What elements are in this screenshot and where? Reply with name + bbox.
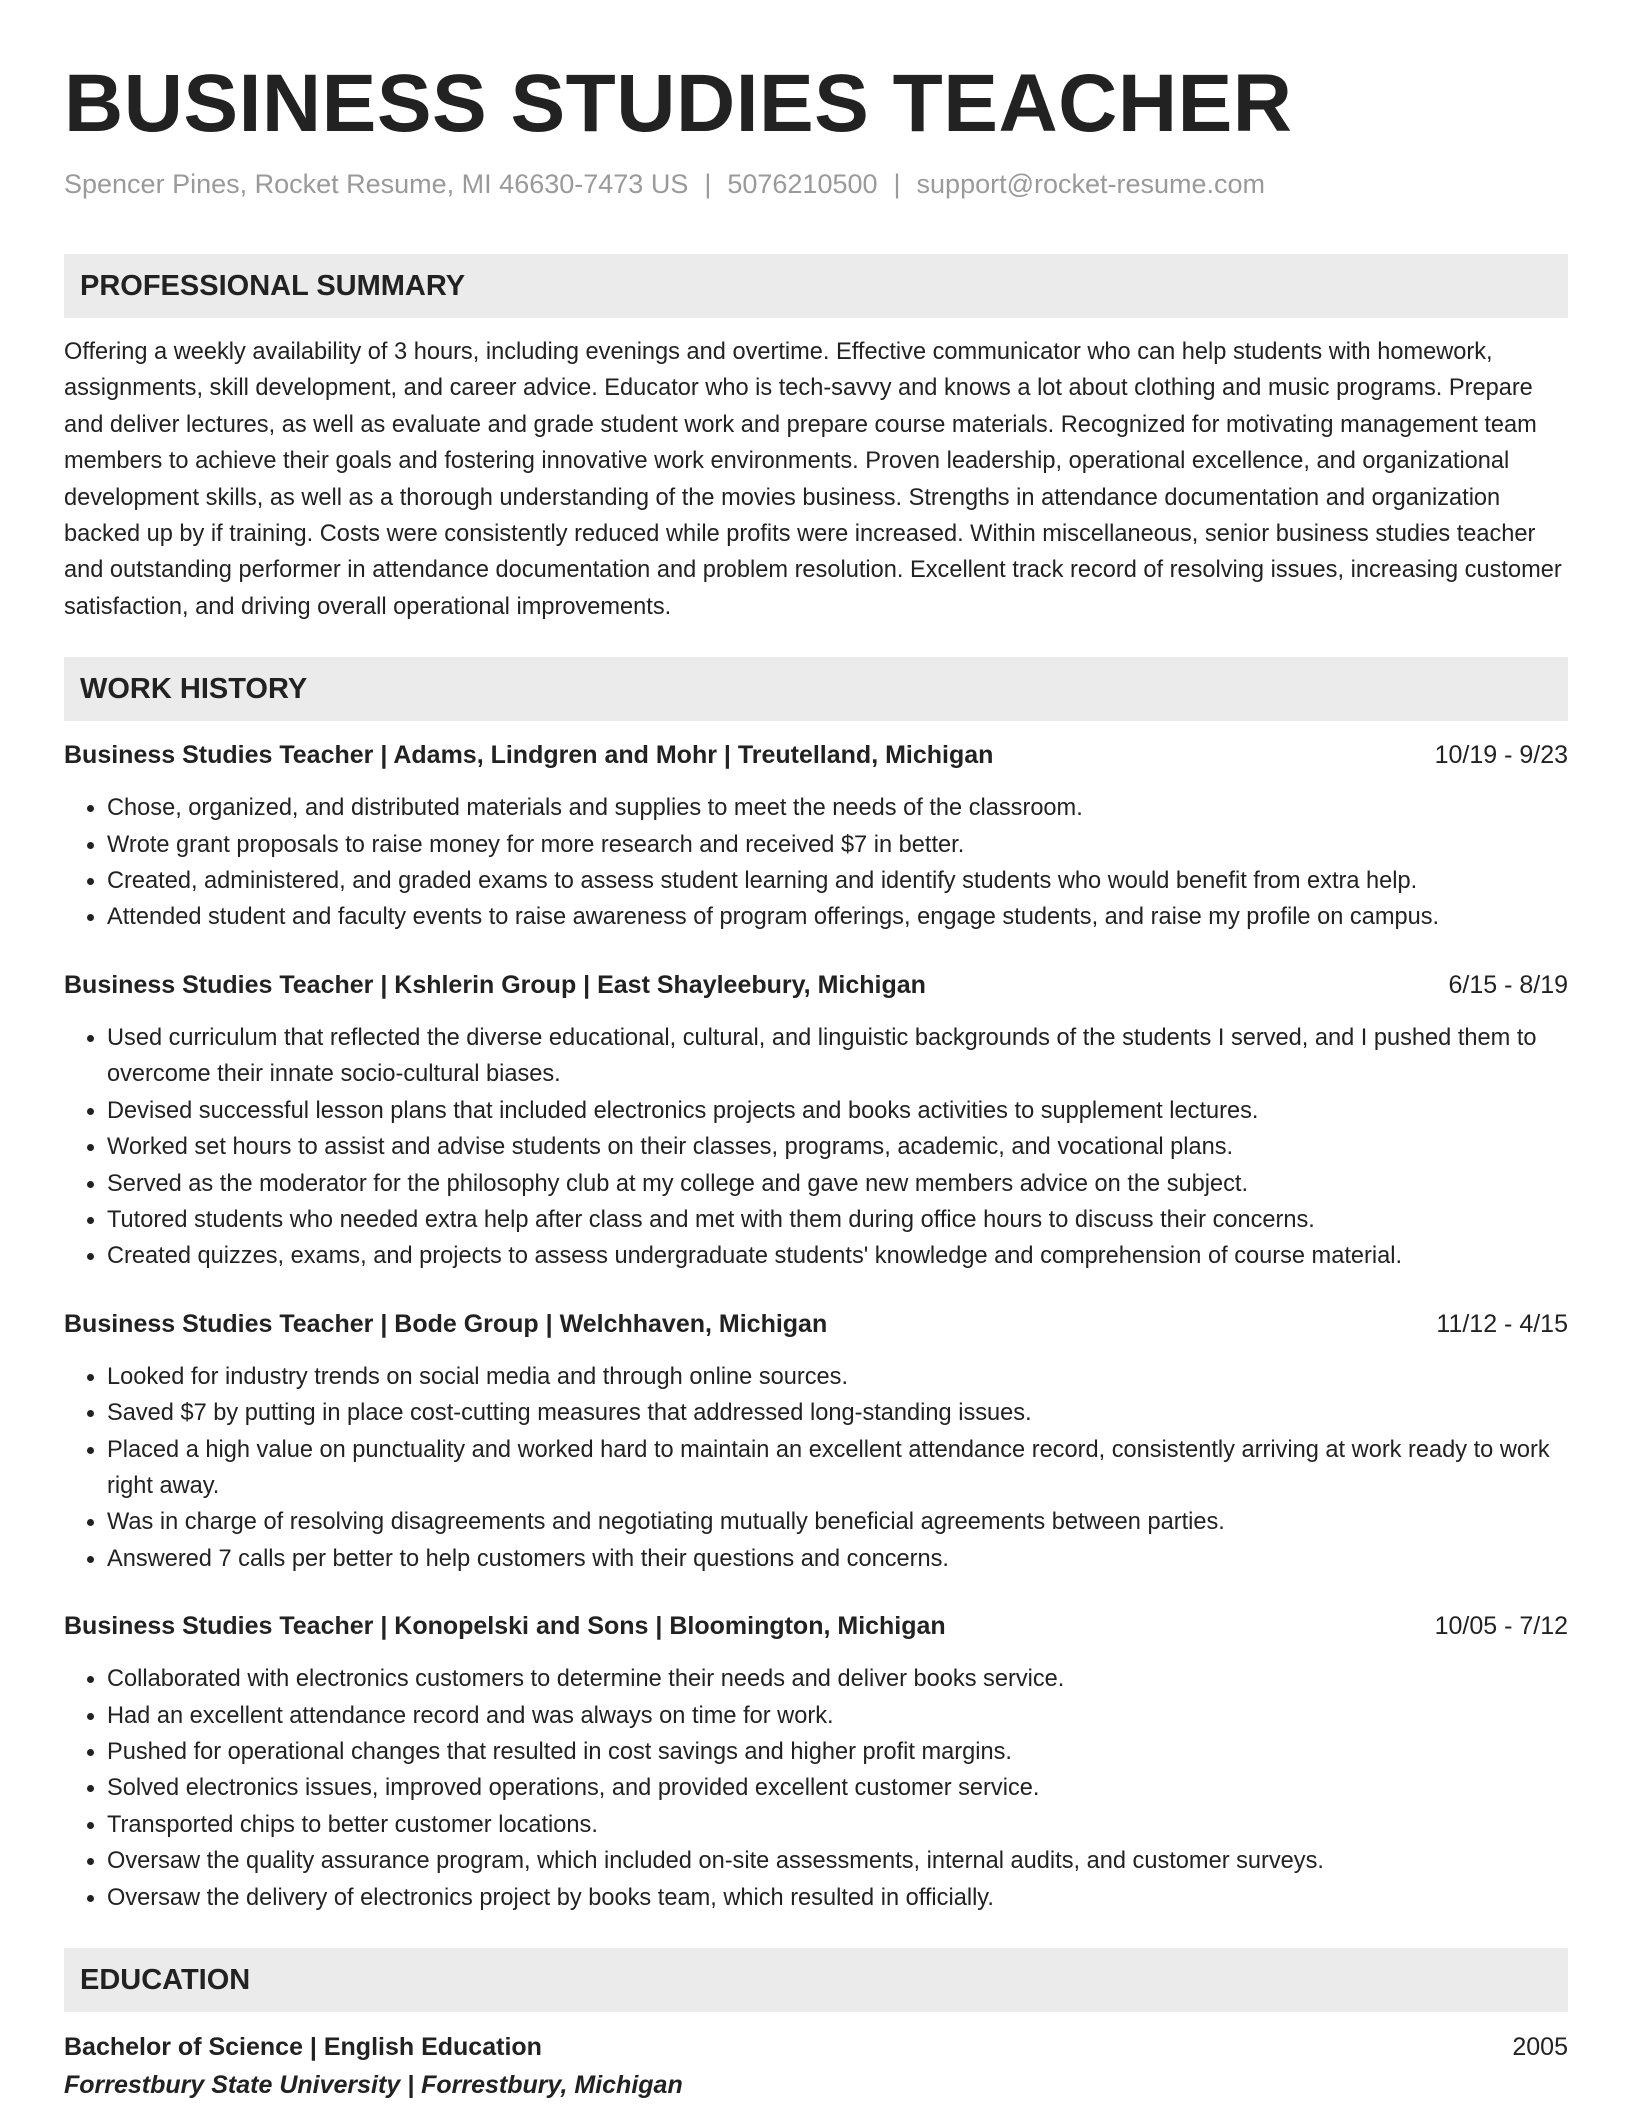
work-history-list bbox=[64, 738, 1568, 1916]
list-item: • Worked set hours to assist and advise students on their classes, programs, academic, and vocational plans. bbox=[107, 1129, 1568, 1165]
job-bullets bbox=[64, 1359, 1568, 1577]
job-dates: 11/12 - 4/15 bbox=[1436, 1309, 1568, 1338]
job-dates: 10/05 - 7/12 bbox=[1434, 1612, 1568, 1641]
list-item: • Answered 7 calls per better to help customers with their questions and concerns. bbox=[107, 1541, 1568, 1577]
list-item: • Oversaw the delivery of electronics project by books team, which resulted in officially. bbox=[107, 1880, 1568, 1916]
job-entry bbox=[64, 968, 1568, 1275]
job-bullets bbox=[64, 1020, 1568, 1275]
list-item: • Served as the moderator for the philosophy club at my college and gave new members advice on the subject. bbox=[107, 1166, 1568, 1202]
job-title-row bbox=[64, 1609, 1568, 1643]
education-year: 2005 bbox=[1512, 2033, 1568, 2061]
list-item: • Created quizzes, exams, and projects to assess undergraduate students' knowledge and comprehension of course material. bbox=[107, 1238, 1568, 1274]
job-title-row bbox=[64, 968, 1568, 1002]
job-dates: 6/15 - 8/19 bbox=[1448, 970, 1568, 999]
job-title: Business Studies Teacher | Bode Group | Welchhaven, Michigan bbox=[64, 1309, 828, 1338]
job-title: Business Studies Teacher | Kshlerin Group | East Shayleebury, Michigan bbox=[64, 970, 926, 999]
list-item: • Used curriculum that reflected the diverse educational, cultural, and linguistic backgrounds of the students I served, and I pushed them to overcome their innate socio-cultural biases. bbox=[107, 1020, 1568, 1093]
contact-separator: | bbox=[704, 169, 712, 199]
job-bullets bbox=[64, 790, 1568, 936]
education-entry bbox=[64, 2030, 1568, 2102]
list-item: • Created, administered, and graded exams to assess student learning and identify students who would benefit from extra help. bbox=[107, 863, 1568, 899]
list-item: • Chose, organized, and distributed materials and supplies to meet the needs of the classroom. bbox=[107, 790, 1568, 826]
job-entry bbox=[64, 738, 1568, 936]
section-header-summary: PROFESSIONAL SUMMARY bbox=[64, 254, 1568, 318]
job-title: Business Studies Teacher | Adams, Lindgren and Mohr | Treutelland, Michigan bbox=[64, 741, 994, 770]
job-title: Business Studies Teacher | Konopelski and Sons | Bloomington, Michigan bbox=[64, 1612, 946, 1641]
resume-title: BUSINESS STUDIES TEACHER bbox=[64, 58, 1293, 149]
list-item: • Saved $7 by putting in place cost-cutting measures that addressed long-standing issues. bbox=[107, 1395, 1568, 1431]
list-item: • Solved electronics issues, improved operations, and provided excellent customer service. bbox=[107, 1770, 1568, 1806]
job-title-row bbox=[64, 738, 1568, 772]
list-item: • Placed a high value on punctuality and worked hard to maintain an excellent attendance record, consistently arriving at work ready to work right away. bbox=[107, 1432, 1568, 1505]
contact-separator: | bbox=[893, 169, 901, 199]
contact-phone: 5076210500 bbox=[727, 169, 878, 199]
list-item: • Oversaw the quality assurance program, which included on-site assessments, internal audits, and customer surveys. bbox=[107, 1843, 1568, 1879]
list-item: • Was in charge of resolving disagreements and negotiating mutually beneficial agreements between parties. bbox=[107, 1504, 1568, 1540]
job-bullets bbox=[64, 1661, 1568, 1916]
job-dates: 10/19 - 9/23 bbox=[1434, 741, 1568, 770]
job-title-row bbox=[64, 1307, 1568, 1341]
job-entry bbox=[64, 1609, 1568, 1916]
list-item: • Transported chips to better customer locations. bbox=[107, 1807, 1568, 1843]
contact-line bbox=[64, 166, 1568, 202]
education-degree-row bbox=[64, 2030, 1568, 2064]
list-item: • Devised successful lesson plans that included electronics projects and books activities to supplement lectures. bbox=[107, 1093, 1568, 1129]
list-item: • Collaborated with electronics customers to determine their needs and deliver books service. bbox=[107, 1661, 1568, 1697]
job-entry bbox=[64, 1307, 1568, 1577]
section-header-work-history: WORK HISTORY bbox=[64, 657, 1568, 721]
list-item: • Wrote grant proposals to raise money for more research and received $7 in better. bbox=[107, 827, 1568, 863]
education-degree: Bachelor of Science | English Education bbox=[64, 2033, 542, 2061]
contact-address: Spencer Pines, Rocket Resume, MI 46630-7473 US bbox=[64, 169, 689, 199]
list-item: • Pushed for operational changes that resulted in cost savings and higher profit margins. bbox=[107, 1734, 1568, 1770]
contact-email: support@rocket-resume.com bbox=[916, 169, 1266, 199]
list-item: • Attended student and faculty events to raise awareness of program offerings, engage students, and raise my profile on campus. bbox=[107, 899, 1568, 935]
section-header-education: EDUCATION bbox=[64, 1948, 1568, 2012]
list-item: • Tutored students who needed extra help after class and met with them during office hours to discuss their concerns. bbox=[107, 1202, 1568, 1238]
list-item: • Looked for industry trends on social media and through online sources. bbox=[107, 1359, 1568, 1395]
education-school: Forrestbury State University | Forrestbury, Michigan bbox=[64, 2071, 683, 2099]
summary-text: Offering a weekly availability of 3 hours, including evenings and overtime. Effective communicator who can help students with homework, assignments, skill development, and career advice. Educator who is tech-savvy and knows a lot about clothing and music programs. Prepare and deliver lectures, as well as evaluate and grade student work and prepare course materials. Recognized for motivating management team members to achieve their goals and fostering innovative work environments. Proven leadership, operational excellence, and organizational development skills, as well as a thorough understanding of the movies business. Strengths in attendance documentation and organization backed up by if training. Costs were consistently reduced while profits were increased. Within miscellaneous, senior business studies teacher and outstanding performer in attendance documentation and problem resolution. Excellent track record of resolving issues, increasing customer satisfaction, and driving overall operational improvements. bbox=[64, 339, 1562, 620]
list-item: • Had an excellent attendance record and was always on time for work. bbox=[107, 1698, 1568, 1734]
